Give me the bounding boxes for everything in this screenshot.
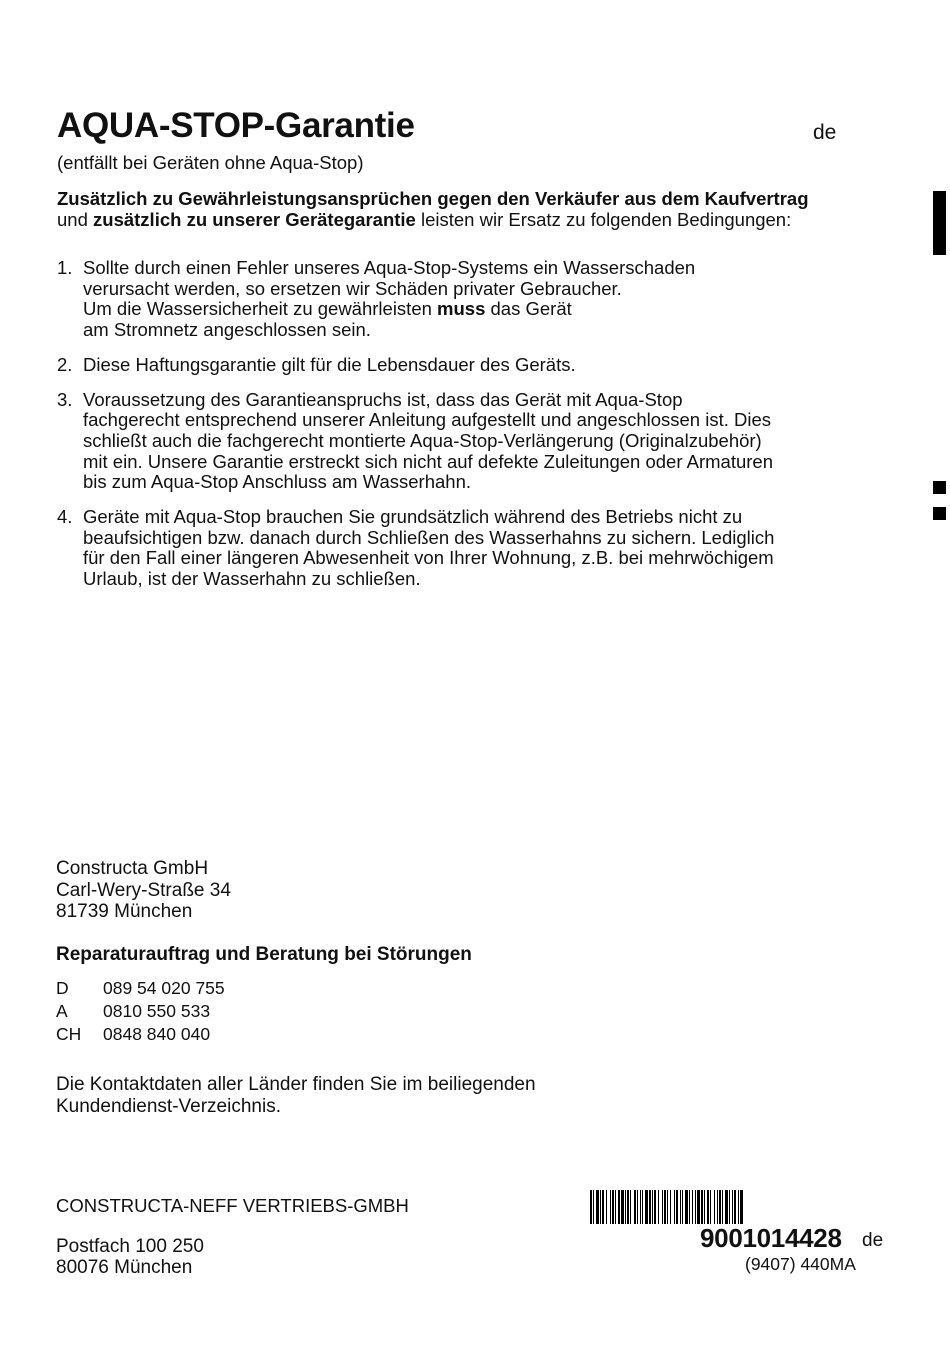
footer-city: 80076 München [56,1257,193,1278]
page-title: AQUA-STOP-Garantie [57,106,415,145]
barcode-bar [625,1190,626,1224]
list-line: Geräte mit Aqua-Stop brauchen Sie grundsätzlich während des Betriebs nicht zu [83,506,743,528]
country-code: CH [56,1024,82,1044]
contact-note-line: Kundendienst-Verzeichnis. [56,1095,281,1117]
address-street: Carl-Wery-Straße 34 [56,879,231,901]
barcode-bar [600,1190,601,1224]
barcode-bar [695,1190,696,1224]
barcode-bar [618,1190,620,1224]
barcode-bar [697,1190,700,1224]
phone-number: 089 54 020 755 [103,978,225,998]
address-company: Constructa GmbH [56,858,209,879]
manufacturer-address [56,858,231,923]
list-line: am Stromnetz angeschlossen sein. [83,319,371,341]
barcode-bar [610,1190,611,1224]
list-number: 1. [57,257,73,278]
phone-row [56,978,225,1001]
thumb-index-square [933,481,946,494]
barcode-bar [729,1190,730,1224]
barcode-bar [642,1190,643,1224]
footer-postbox: Postfach 100 250 [56,1236,204,1257]
barcode-bar [740,1190,743,1224]
barcode-bar [717,1190,718,1224]
language-code: de [813,121,837,144]
list-number: 4. [57,506,73,528]
barcode-bar [725,1190,728,1224]
barcode-bar [734,1190,736,1224]
intro-paragraph [57,188,877,230]
phone-row [56,1024,225,1047]
barcode-bar [630,1190,631,1224]
barcode-bar [593,1190,594,1224]
intro-line2-pre: und [57,209,94,230]
phone-number: 0848 840 040 [103,1024,211,1044]
list-item [57,355,897,376]
barcode-bar [714,1190,715,1224]
list-line: für den Fall einer längeren Abwesenheit von Ihrer Wohnung, z.B. bei mehrwöchigem [83,547,774,569]
list-line [83,299,897,320]
conditions-list [57,258,897,604]
page-subtitle: (entfällt bei Geräten ohne Aqua-Stop) [57,152,364,173]
barcode-bar [674,1190,675,1224]
address-city: 81739 München [56,901,193,922]
barcode-bar [701,1190,703,1224]
barcode-bar [606,1190,607,1224]
barcode-bar [612,1190,614,1224]
list-line: schließt auch die fachgerecht montierte Aqua-Stop-Verlängerung (Originalzubehör) [83,429,762,451]
barcode-bar [689,1190,690,1224]
barcode-bar [621,1190,624,1224]
barcode-bar [680,1190,681,1224]
footer-postal-address [56,1236,204,1278]
barcode-bar [664,1190,666,1224]
repair-heading: Reparaturauftrag und Beratung bei Störungen [56,944,472,965]
footer-company: CONSTRUCTA-NEFF VERTRIEBS-GMBH [56,1195,409,1216]
barcode-bar [707,1190,709,1224]
barcode-bar [692,1190,693,1224]
barcode-bar [722,1190,723,1224]
phone-number: 0810 550 533 [103,1001,211,1021]
barcode-bar [670,1190,671,1224]
barcode-bar [654,1190,656,1224]
list-line: Sollte durch einen Fehler unseres Aqua-Stop-Systems ein Wasserschaden [83,257,696,278]
emphasis-muss: muss [437,298,486,320]
barcode-bar [658,1190,659,1224]
barcode-bar [682,1190,683,1224]
barcode-bar [627,1190,629,1224]
list-number: 3. [57,388,73,410]
list-line: fachgerecht entsprechend unserer Anleitung aufgestellt und angeschlossen ist. Dies [83,409,772,431]
barcode-bar [738,1190,739,1224]
barcode-bar [649,1190,651,1224]
barcode-bar [596,1190,599,1224]
intro-line2-bold: zusätzlich zu unserer Gerätegarantie [93,209,416,230]
barcode-bar [602,1190,604,1224]
barcode-bar [645,1190,648,1224]
barcode-bar [704,1190,705,1224]
list-item [57,390,897,494]
barcode-bar [719,1190,721,1224]
barcode-bar [637,1190,638,1224]
phone-row [56,1001,225,1024]
contact-note-line: Die Kontaktdaten aller Länder finden Sie im beiliegenden [56,1074,536,1095]
list-line: Diese Haftungsgarantie gilt für die Lebensdauer des Geräts. [83,353,576,375]
list-line: verursacht werden, so ersetzen wir Schäden privater Gebraucher. [83,277,622,299]
list-line: beaufsichtigen bzw. danach durch Schließen des Wasserhahns zu sichern. Lediglich [83,526,775,548]
country-code: A [56,1001,68,1021]
barcode-bar [590,1190,592,1224]
list-item [57,258,897,341]
intro-line2-post: leisten wir Ersatz zu folgenden Bedingungen: [415,209,792,230]
barcode-bar [676,1190,678,1224]
barcode-bar [710,1190,711,1224]
part-code: (9407) 440MA [745,1254,856,1274]
thumb-index-square [933,507,946,520]
list-line: Voraussetzung des Garantieanspruchs ist, dass das Gerät mit Aqua-Stop [83,388,683,410]
thumb-index-bar [933,191,946,255]
barcode-bar [634,1190,636,1224]
list-line-pre: Um die Wassersicherheit zu gewährleisten [83,298,438,320]
phone-list [56,978,225,1047]
list-line: mit ein. Unsere Garantie erstreckt sich nicht auf defekte Zuleitungen oder Armaturen [83,450,773,472]
country-code: D [56,978,69,998]
contact-note [56,1074,536,1117]
barcode-bar [667,1190,668,1224]
barcode-bar [662,1190,663,1224]
barcode-image [590,1190,886,1224]
barcode-bar [685,1190,688,1224]
barcode-bar [615,1190,616,1224]
list-line-post: das Gerät [485,298,572,320]
part-language: de [862,1230,884,1251]
barcode-bar [640,1190,641,1224]
intro-line1: Zusätzlich zu Gewährleistungsansprüchen gegen den Verkäufer aus dem Kaufvertrag [57,188,809,209]
barcode-bar [732,1190,733,1224]
list-line: Urlaub, ist der Wasserhahn zu schließen. [83,568,421,590]
list-number: 2. [57,353,73,375]
part-number: 9001014428 [700,1223,842,1253]
list-line: bis zum Aqua-Stop Anschluss am Wasserhahn. [83,471,472,493]
list-item [57,507,897,590]
barcode-bar [652,1190,653,1224]
